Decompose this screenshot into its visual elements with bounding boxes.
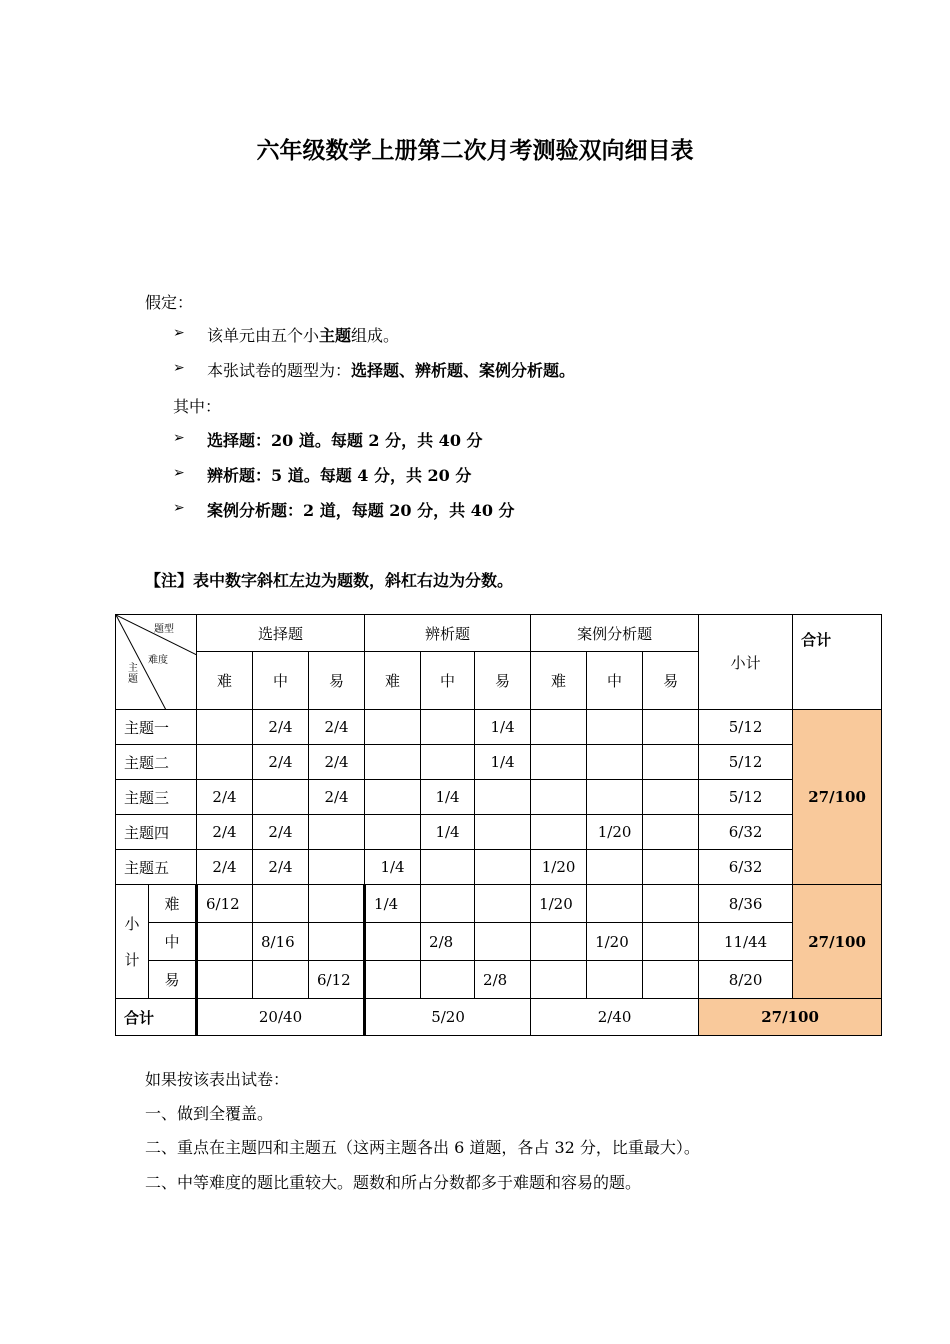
topic-row-label: 主题三 — [116, 780, 197, 815]
table-cell: 2/8 — [475, 961, 531, 999]
total-choice: 20/40 — [197, 999, 365, 1036]
table-cell: 1/4 — [475, 745, 531, 780]
difficulty-subtotal: 8/36 — [699, 885, 793, 923]
among-label: 其中： — [173, 397, 222, 416]
topic-subtotal: 6/32 — [699, 815, 793, 850]
table-corner-header — [116, 615, 197, 710]
table-cell: 1/4 — [475, 710, 531, 745]
header-difficulty-cell: 难 — [365, 652, 421, 710]
table-cell — [365, 745, 421, 780]
table-cell — [475, 850, 531, 885]
table-note: 【注】表中数字斜杠左边为题数，斜杠右边为分数。 — [145, 571, 514, 590]
topic-row-label: 主题四 — [116, 815, 197, 850]
topic-subtotal: 5/12 — [699, 745, 793, 780]
table-cell: 1/4 — [421, 780, 475, 815]
header-type-analysis: 辨析题 — [365, 615, 531, 652]
table-cell — [531, 710, 587, 745]
table-cell — [475, 780, 531, 815]
table-cell — [643, 923, 699, 961]
total-case: 2/40 — [531, 999, 699, 1036]
table-cell — [643, 850, 699, 885]
difficulty-row-label: 中 — [149, 923, 197, 961]
table-cell: 2/4 — [309, 710, 365, 745]
difficulty-subtotal: 8/20 — [699, 961, 793, 999]
header-type-case: 案例分析题 — [531, 615, 699, 652]
table-cell — [197, 923, 253, 961]
table-cell — [643, 815, 699, 850]
table-cell: 1/20 — [587, 815, 643, 850]
table-cell — [197, 961, 253, 999]
corner-difficulty-label: 难度 — [148, 655, 168, 666]
table-cell: 1/20 — [531, 850, 587, 885]
specification-table — [115, 614, 882, 1036]
bullet-line-1: 该单元由五个小主题组成。 — [207, 326, 400, 345]
header-subtotal: 小计 — [699, 615, 793, 710]
header-difficulty-cell: 易 — [643, 652, 699, 710]
table-cell — [365, 780, 421, 815]
header-total: 合计 — [793, 615, 882, 710]
table-cell: 1/20 — [531, 885, 587, 923]
table-cell — [309, 815, 365, 850]
grand-total: 27/100 — [699, 999, 882, 1036]
table-cell: 1/4 — [421, 815, 475, 850]
conclusion-point-1: 一、做到全覆盖。 — [145, 1104, 274, 1123]
topic-total: 27/100 — [793, 710, 882, 885]
table-cell — [421, 885, 475, 923]
table-cell — [475, 923, 531, 961]
conclusion-point-2: 二、重点在主题四和主题五（这两主题各出 6 道题，各占 32 分，比重最大）。 — [145, 1138, 700, 1157]
table-cell — [253, 780, 309, 815]
topic-row-label: 主题一 — [116, 710, 197, 745]
header-difficulty-cell: 难 — [197, 652, 253, 710]
conclusion-intro: 如果按该表出试卷： — [145, 1070, 290, 1089]
corner-topic-label: 主 题 — [128, 663, 138, 685]
header-type-choice: 选择题 — [197, 615, 365, 652]
topic-row-label: 主题二 — [116, 745, 197, 780]
detail-bullet-2: 辨析题：5 道。每题 4 分，共 20 分 — [207, 466, 472, 485]
document-title: 六年级数学上册第二次月考测验双向细目表 — [256, 138, 694, 164]
total-analysis: 5/20 — [365, 999, 531, 1036]
table-cell — [587, 850, 643, 885]
arrow-bullet-icon: ➢ — [173, 500, 185, 516]
table-cell: 2/4 — [253, 745, 309, 780]
table-cell: 1/4 — [365, 885, 421, 923]
topic-subtotal: 6/32 — [699, 850, 793, 885]
topic-row-label: 主题五 — [116, 850, 197, 885]
table-cell: 2/4 — [309, 780, 365, 815]
table-cell — [309, 923, 365, 961]
conclusion-point-3: 二、中等难度的题比重较大。题数和所占分数都多于难题和容易的题。 — [145, 1173, 642, 1192]
table-cell — [365, 815, 421, 850]
table-cell — [587, 745, 643, 780]
table-cell: 2/4 — [197, 850, 253, 885]
difficulty-total: 27/100 — [793, 885, 882, 999]
table-cell — [475, 815, 531, 850]
arrow-bullet-icon: ➢ — [173, 430, 185, 446]
difficulty-row-label: 难 — [149, 885, 197, 923]
header-difficulty-cell: 中 — [421, 652, 475, 710]
table-cell: 6/12 — [197, 885, 253, 923]
table-cell — [643, 710, 699, 745]
table-cell — [531, 745, 587, 780]
table-cell: 1/20 — [587, 923, 643, 961]
table-cell — [421, 745, 475, 780]
table-cell — [421, 961, 475, 999]
header-difficulty-cell: 易 — [475, 652, 531, 710]
table-cell — [421, 710, 475, 745]
header-difficulty-cell: 中 — [253, 652, 309, 710]
header-difficulty-cell: 中 — [587, 652, 643, 710]
table-cell — [531, 923, 587, 961]
table-cell — [197, 710, 253, 745]
table-cell — [531, 961, 587, 999]
bullet-line-2: 本张试卷的题型为：选择题、辨析题、案例分析题。 — [207, 361, 576, 380]
table-cell — [587, 961, 643, 999]
header-difficulty-cell: 易 — [309, 652, 365, 710]
arrow-bullet-icon: ➢ — [173, 465, 185, 481]
difficulty-subtotal: 11/44 — [699, 923, 793, 961]
corner-type-label: 题型 — [154, 624, 174, 635]
table-cell: 8/16 — [253, 923, 309, 961]
table-cell — [643, 885, 699, 923]
table-cell — [421, 850, 475, 885]
arrow-bullet-icon: ➢ — [173, 360, 185, 376]
table-cell — [253, 885, 309, 923]
table-cell — [587, 710, 643, 745]
subtotal-section-label: 小 计 — [116, 885, 149, 999]
table-cell: 2/4 — [253, 815, 309, 850]
table-cell — [587, 885, 643, 923]
table-cell — [197, 745, 253, 780]
difficulty-row-label: 易 — [149, 961, 197, 999]
table-cell — [365, 961, 421, 999]
table-cell: 2/4 — [309, 745, 365, 780]
table-cell — [253, 961, 309, 999]
total-row-label: 合计 — [116, 999, 197, 1036]
table-cell: 2/4 — [197, 815, 253, 850]
table-cell — [643, 961, 699, 999]
table-cell: 2/4 — [253, 710, 309, 745]
arrow-bullet-icon: ➢ — [173, 325, 185, 341]
table-cell — [475, 885, 531, 923]
table-cell — [587, 780, 643, 815]
table-cell — [643, 745, 699, 780]
detail-bullet-1: 选择题：20 道。每题 2 分，共 40 分 — [207, 431, 483, 450]
table-cell — [309, 850, 365, 885]
table-cell — [531, 815, 587, 850]
table-cell: 2/8 — [421, 923, 475, 961]
table-cell: 2/4 — [197, 780, 253, 815]
table-cell — [365, 923, 421, 961]
header-difficulty-cell: 难 — [531, 652, 587, 710]
table-cell: 2/4 — [253, 850, 309, 885]
table-cell — [309, 885, 365, 923]
topic-subtotal: 5/12 — [699, 710, 793, 745]
topic-subtotal: 5/12 — [699, 780, 793, 815]
table-cell: 6/12 — [309, 961, 365, 999]
assumption-label: 假定： — [145, 293, 194, 312]
table-cell — [365, 710, 421, 745]
detail-bullet-3: 案例分析题：2 道，每题 20 分，共 40 分 — [207, 501, 515, 520]
table-cell — [531, 780, 587, 815]
table-cell: 1/4 — [365, 850, 421, 885]
table-cell — [643, 780, 699, 815]
